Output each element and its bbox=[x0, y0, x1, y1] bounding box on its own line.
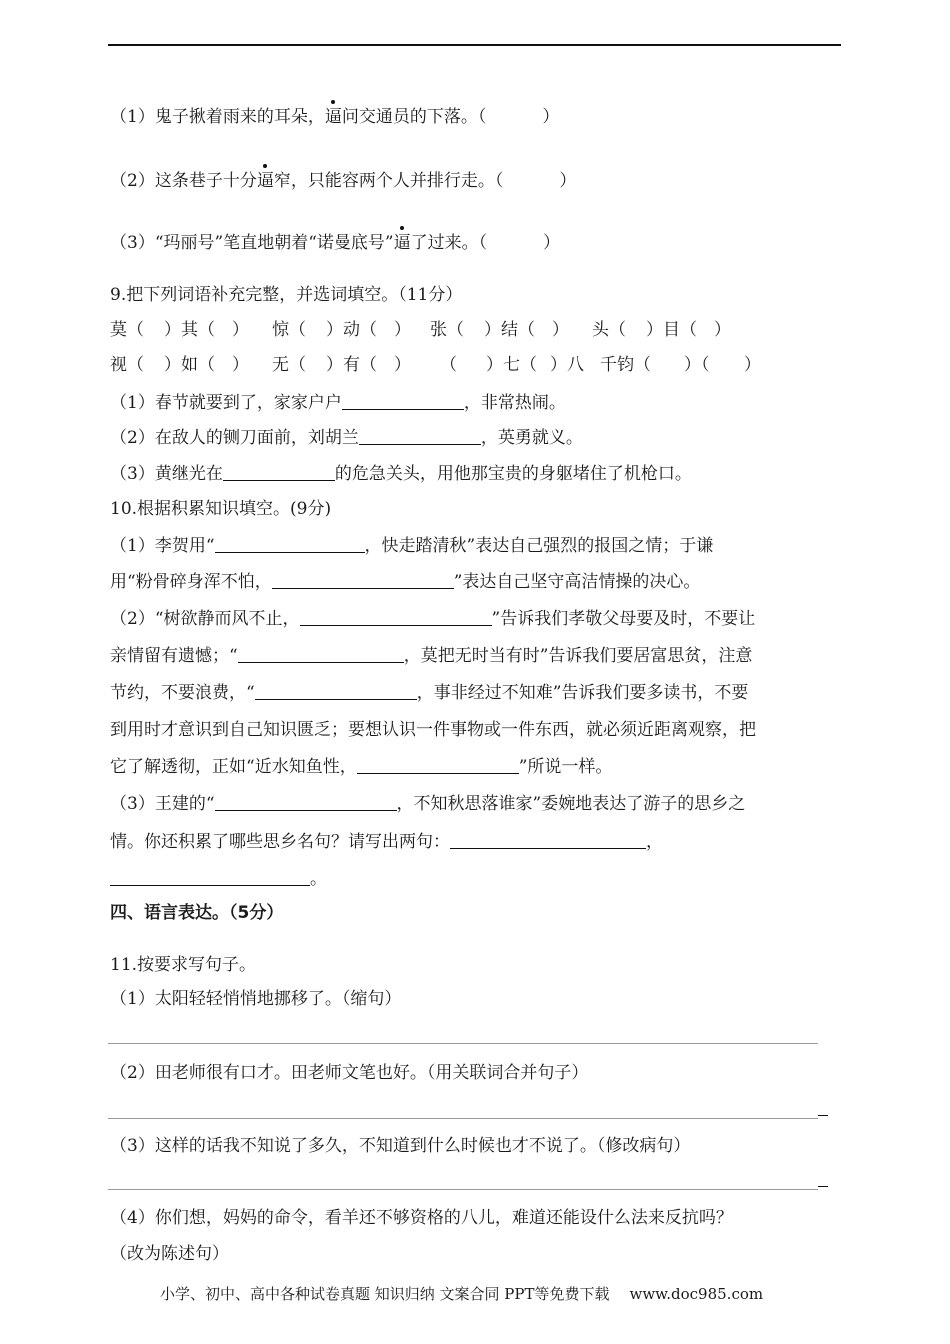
q8-sentence-3: （3）“玛丽号”笔直地朝着“诺曼底号”逼了过来。（ ） bbox=[110, 233, 561, 253]
q11-sentence-1: （1）太阳轻轻悄悄地挪移了。（缩句） bbox=[110, 989, 402, 1009]
q11-title: 11.按要求写句子。 bbox=[110, 955, 257, 975]
fill-blank[interactable] bbox=[255, 682, 417, 700]
q8-sentence-2: （2）这条巷子十分逼窄，只能容两个人并排行走。（ ） bbox=[110, 171, 577, 191]
q8-sentence-1: （1）鬼子揪着雨来的耳朵，逼问交通员的下落。（ ） bbox=[110, 107, 560, 127]
q9-sentence-1: （1）春节就要到了，家家户户 ，非常热闹。 bbox=[110, 393, 566, 413]
answer-line-end bbox=[818, 1115, 828, 1116]
q10-line-1: （1）李贺用“ ，快走踏清秋”表达自己强烈的报国之情；于谦 bbox=[110, 536, 714, 556]
q10-line-3: （2）“树欲静而风不止， ”告诉我们孝敬父母要及时，不要让 bbox=[110, 609, 756, 629]
fill-blank[interactable] bbox=[300, 608, 492, 626]
q10-line-6: 到用时才意识到自己知识匮乏；要想认识一件事物或一件东西，就必须近距离观察，把 bbox=[110, 720, 756, 740]
q10-line-8: （3）王建的“ ，不知秋思落谁家”委婉地表达了游子的思乡之 bbox=[110, 794, 746, 814]
section-4-title: 四、语言表达。（5分） bbox=[110, 903, 284, 923]
q10-line-9: 情。你还积累了哪些思乡名句？请写出两句： ， bbox=[110, 832, 663, 852]
fill-blank[interactable] bbox=[223, 463, 335, 481]
dotted-char: 逼 bbox=[393, 233, 411, 253]
answer-line[interactable] bbox=[108, 1118, 818, 1119]
q9-word-row-2: 视（ ）如（ ） 无（ ）有（ ） （ ）七（ ）八 千钧（ ）（ ） bbox=[110, 355, 761, 375]
footer-text: 小学、初中、高中各种试卷真题 知识归纳 文案合同 PPT等免费下载 bbox=[160, 1285, 610, 1303]
q9-title: 9.把下列词语补充完整，并选词填空。（11分） bbox=[110, 285, 463, 305]
answer-line-end bbox=[818, 1186, 828, 1187]
fill-blank[interactable] bbox=[357, 756, 519, 774]
header-rule bbox=[108, 44, 841, 46]
fill-blank[interactable] bbox=[342, 392, 464, 410]
q10-line-5: 节约，不要浪费，“ ，事非经过不知难”告诉我们要多读书，不要 bbox=[110, 683, 749, 703]
answer-line[interactable] bbox=[108, 1189, 818, 1190]
fill-blank[interactable] bbox=[450, 831, 646, 849]
q9-sentence-3: （3）黄继光在 的危急关头，用他那宝贵的身躯堵住了机枪口。 bbox=[110, 464, 692, 484]
dotted-char: 逼 bbox=[256, 171, 274, 191]
q10-line-10: 。 bbox=[110, 868, 327, 890]
footer-url[interactable]: www.doc985.com bbox=[629, 1285, 764, 1303]
fill-blank[interactable] bbox=[272, 571, 454, 589]
q10-title: 10.根据积累知识填空。(9分) bbox=[110, 499, 332, 519]
q11-sentence-2: （2）田老师很有口才。田老师文笔也好。（用关联词合并句子） bbox=[110, 1063, 589, 1083]
fill-blank[interactable] bbox=[215, 535, 365, 553]
q9-sentence-2: （2）在敌人的铡刀面前，刘胡兰 ，英勇就义。 bbox=[110, 428, 583, 448]
q11-sentence-3: （3）这样的话我不知说了多久，不知道到什么时候也才不说了。（修改病句） bbox=[110, 1136, 691, 1156]
q10-line-4: 亲情留有遗憾；“ ，莫把无时当有时”告诉我们要居富思贫，注意 bbox=[110, 646, 753, 666]
q9-word-row-1: 莫（ ）其（ ） 惊（ ）动（ ） 张（ ）结（ ） 头（ ）目（ ） bbox=[110, 320, 731, 340]
fill-blank[interactable] bbox=[359, 427, 481, 445]
dotted-char: 逼 bbox=[324, 107, 342, 127]
q11-sentence-4-note: （改为陈述句） bbox=[110, 1244, 229, 1264]
fill-blank[interactable] bbox=[238, 645, 404, 663]
fill-blank[interactable] bbox=[215, 793, 397, 811]
fill-blank[interactable] bbox=[110, 868, 310, 886]
q10-line-2: 用“粉骨碎身浑不怕， ”表达自己坚守高洁情操的决心。 bbox=[110, 572, 701, 592]
q11-sentence-4: （4）你们想，妈妈的命令，看羊还不够资格的八儿，难道还能设什么法来反抗吗？ bbox=[110, 1208, 733, 1228]
answer-line[interactable] bbox=[108, 1043, 818, 1044]
footer bbox=[160, 1283, 763, 1304]
q10-line-7: 它了解透彻，正如“近水知鱼性， ”所说一样。 bbox=[110, 757, 613, 777]
